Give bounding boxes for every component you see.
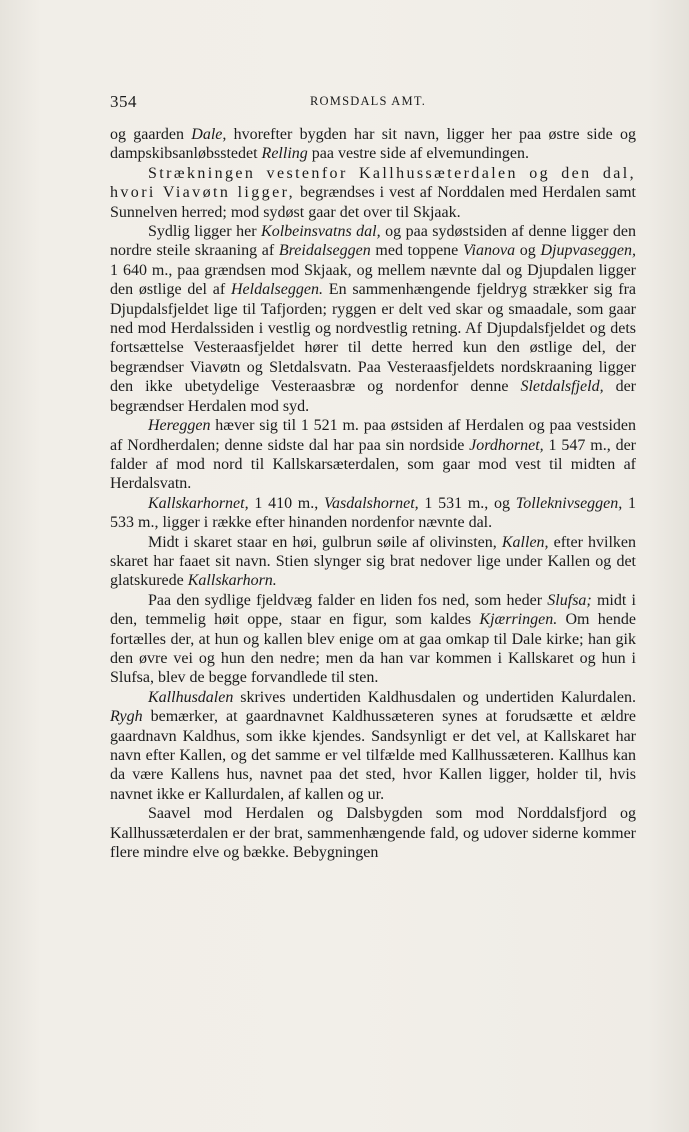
text-run: efter hvilken skaret har faaet sit navn. Stien slynger sig brat nedover lige under Kallen og det glatskurede [110,533,637,590]
italic-run: Rygh [110,708,143,726]
text-run: Paa den sydlige fjeldvæg falder en liden fos ned, som heder [148,591,548,609]
paragraph [110,164,636,222]
text-run: Om hende fortælles der, at hun og kallen blev enige om at gaa omkap til Dale kirke; han gik den øvre vei og hun den nedre; men da han var kommen i Kallskaret og hun i Slufsa, blev de begge forvandlede til sten. [110,611,636,687]
text-run: hæver sig til 1 521 m. paa østsiden af Herdalen og paa vestsiden af Nordherdalen; denne sidste dal har paa sin nordside [110,417,636,454]
italic-run: Kallen, [501,533,549,551]
running-title: ROMSDALS AMT. [310,94,427,108]
italic-run: Vianova [462,242,516,260]
text-run: paa vestre side af elvemundingen. [307,145,530,163]
italic-run: Jordhornet, [469,436,544,454]
text-run: En sammenhængende fjeldryg strækker sig fra Djupdalsfjeldet lige til Tafjorden; ryggen er delt ved skar og smaadale, som gaar ned mod Herdalssiden i vestlig og nordvestlig retning. Af Djupdalsfjeldet og dets fortsættelse Vesteraasfjeldet hører til dette herred kun den østlige del, der begrændser Viavøtn og Sletdalsvatn. Paa Vesteraasfjeldets nordskraaning ligger den ikke ubetydelige Vesteraasbræ og nordenfor denne [110,281,636,396]
italic-run: Kallskarhorn. [187,572,277,590]
paragraph [110,591,636,688]
italic-run: Vasdalshornet, [323,494,419,512]
text-run: hvorefter bygden har sit navn, ligger her paa østre side og dampskibsanløbsstedet [110,126,636,163]
text-run: 1 410 m., [248,494,324,512]
paragraph [110,494,636,533]
text-run: 1 640 m., paa grændsen mod Skjaak, og mellem nævnte dal og Djupdalen ligger den østlige del af [110,261,636,299]
text-run: Sydlig ligger her [148,223,262,241]
paragraph [110,804,636,862]
italic-run: Slufsa; [547,591,592,609]
text-run: 1 533 m., ligger i række efter hinanden nordenfor nævnte dal. [110,494,636,532]
italic-run: Heldalseggen. [231,281,323,299]
paragraph [110,533,636,591]
italic-run: Kallhusdalen [148,688,234,706]
paragraph [110,688,636,804]
text-run: bemærker, at gaardnavnet Kaldhussæteren synes at forudsætte et ældre gaardnavn Kaldhus, som ikke kjendes. Sandsynligt er det vel, at Kallskaret har navn efter Kallen, og det samme er vel tilfælde med Kallhussæteren. Kallhus kan da være Kallens hus, navnet paa det sted, hvor Kallen ligger, holder til, hvis navnet ikke er Kallurdalen, af kallen og ur. [110,708,636,803]
italic-run: Sletdalsfjeld, [520,378,604,396]
text-run: 1 531 m., og [418,494,516,512]
italic-run: Relling [261,145,308,163]
paragraph [110,416,636,494]
page-header [110,88,634,116]
paragraph [110,125,636,164]
paragraph [110,222,636,416]
text-run: begrændses i vest af Norddalen med Herdalen samt Sunnelven herred; mod sydøst gaar det over til Skjaak. [110,184,636,221]
text-run: Midt i skaret staar en høi, gulbrun søile af olivinsten, [148,533,502,551]
italic-run: Breidalseggen [278,242,371,260]
text-run: og paa sydøstsiden af denne ligger den nordre steile skraaning af [110,223,636,260]
text-run: midt i den, temmelig høit oppe, staar en figur, som kaldes [110,591,637,629]
italic-run: Tolleknivseggen, [515,494,623,512]
italic-run: Djupvaseggen, [540,242,637,260]
text-run: 1 547 m., der falder af mod nord til Kallskarsæterdalen, som gaar mod vest til midten af Herdalsvatn. [110,436,636,493]
italic-run: Dale, [191,126,227,143]
text-run: der begrændser Herdalen mod syd. [110,378,636,415]
page-number: 354 [110,92,137,111]
text-run: med toppene [370,242,463,260]
text-run: Saavel mod Herdalen og Dalsbygden som mod Norddalsfjord og Kallhussæterdalen er der brat, sammenhængende fald, og udover siderne kommer flere mindre elve og bække. Bebygningen [110,805,636,862]
italic-run: Kallskarhornet, [148,494,249,512]
text-run: og [515,242,541,260]
italic-run: Hereggen [148,417,211,435]
spaced-run: Strækningen vestenfor Kallhussæterdalen og den dal, hvori Viavøtn ligger, [110,164,636,202]
body-text [110,125,636,862]
italic-run: Kjærringen. [479,611,558,629]
text-run: og gaarden [110,126,192,143]
text-run: skrives undertiden Kaldhusdalen og undertiden Kalurdalen. [233,688,636,706]
italic-run: Kolbeinsvatns dal, [261,223,381,241]
